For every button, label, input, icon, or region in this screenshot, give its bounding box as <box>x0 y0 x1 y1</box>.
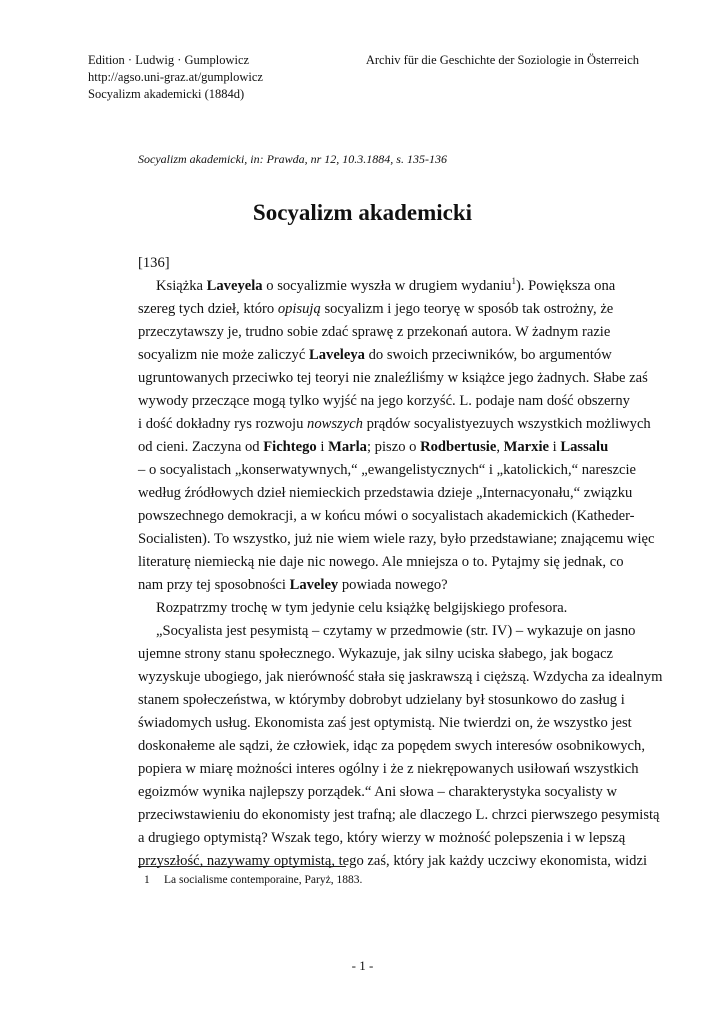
text-line: wyzyskuje ubogiego, jak nierówność stała się jaskrawszą i cięższą. Wzdycha za idealnym <box>138 669 663 685</box>
citation: Socyalizm akademicki, in: Prawda, nr 12, 10.3.1884, s. 135-136 <box>138 152 447 166</box>
header-doc-title: Socyalizm akademicki (1884d) <box>88 87 245 101</box>
page-reference: [136] <box>138 255 170 271</box>
page-number: - 1 - <box>351 958 374 973</box>
text-line: popiera w miarę możności interes ogólny i że z niekrępowanych usiłowań wszystkich <box>138 761 639 777</box>
footnote-number: 1 <box>144 874 150 886</box>
text-line: przyszłość, nazywamy optymistą, tego zaś, który jak każdy uczciwy ekonomista, widzi <box>138 853 648 869</box>
text-line: szereg tych dzieł, któro opisują socyalizm i jego teoryę w sposób tak ostrożny, że <box>138 301 614 317</box>
text-line: Rozpatrzmy trochę w tym jedynie celu książkę belgijskiego profesora. <box>156 600 568 616</box>
text-line: przeczytawszy je, trudno sobie zdać sprawę z przekonań autora. W żadnym razie <box>138 324 611 340</box>
text-line: Książka Laveyela o socyalizmie wyszła w drugiem wydaniu$^1$). Powiększa ona <box>156 276 616 294</box>
text-line: powszechnego demokracji, a w końcu mówi o socyalistach akademickich (Katheder- <box>138 508 635 524</box>
header-archive: Archiv für die Geschichte der Soziologie in Österreich <box>365 53 639 67</box>
paragraph-1 <box>138 275 655 597</box>
footnote-divider <box>138 866 346 867</box>
text-line: Socialisten). To wszystko, już nie wiem wiele razy, było przedstawiane; znającemu więc <box>138 531 655 547</box>
text-line: – o socyalistach „konserwatywnych,“ „ewangelistycznych“ i „katolickich,“ nareszcie <box>138 462 636 478</box>
paragraph-2 <box>138 597 587 620</box>
paragraph-3 <box>138 620 663 873</box>
text-line: literaturę niemiecką nie daje nic nowego. Ale mniejsza o to. Pytajmy się jednak, co <box>138 554 624 570</box>
body-text <box>138 252 663 873</box>
footnote-text: La socialisme contemporaine, Paryż, 1883. <box>164 874 363 886</box>
header-edition: Edition · Ludwig · Gumplowicz <box>88 53 250 67</box>
text-line: ujemne strony stanu społecznego. Wykazuje, jak silny uciska słabego, jak bogacz <box>138 646 614 662</box>
text-line: nam przy tej sposobności Laveley powiada nowego? <box>138 577 448 593</box>
footnote <box>144 874 363 886</box>
text-line: stanem społeczeństwa, w którymby dobrobyt udzielany był stosunkowo do zasług i <box>138 692 625 708</box>
footnote-ref[interactable]: 1 <box>511 276 516 287</box>
header-url: http://agso.uni-graz.at/gumplowicz <box>88 70 263 84</box>
text-line: świadomych usług. Ekonomista zaś jest optymistą. Nie twierdzi on, że wszystko jest <box>138 715 632 731</box>
text-line: od cieni. Zaczyna od Fichtego i Marla; piszo o Rodbertusie, Marxie i Lassalu <box>138 439 609 455</box>
text-line: według źródłowych dzieł niemieckich przedstawia dzieje „Internacyonału,“ związku <box>138 485 633 501</box>
text-line: doskonałeme ale sądzi, że człowiek, idąc za popędem swych interesów osobnikowych, <box>138 738 645 754</box>
text-line: a drugiego optymistą? Wszak tego, który wierzy w możność polepszenia i w lepszą <box>138 830 626 846</box>
text-line: ugruntowanych przeciwko tej teoryi nie znaleźliśmy w książce jego żadnych. Słabe zaś <box>138 370 648 386</box>
text-line: „Socyalista jest pesymistą – czytamy w przedmowie (str. IV) – wykazuje on jasno <box>156 623 636 639</box>
text-line: socyalizm nie może zaliczyć Laveleya do swoich przeciwników, bo argumentów <box>138 347 612 363</box>
text-line: wywody przeczące mogą tylko wyjść na jego korzyść. L. podaje nam dość obszerny <box>138 393 630 409</box>
text-line: i dość dokładny rys rozwoju nowszych prądów socyalistyezuych wszystkich możliwych <box>138 416 651 432</box>
header-left <box>88 52 263 103</box>
text-line: egoizmów wynika najlepszy porządek.“ Ani słowa – charakterystyka socyalisty w <box>138 784 618 800</box>
page-title: Socyalizm akademicki <box>252 200 473 225</box>
text-line: przeciwstawieniu do ekonomisty jest trafną; ale dlaczego L. chrzci pierwszego pesymistą <box>138 807 660 823</box>
